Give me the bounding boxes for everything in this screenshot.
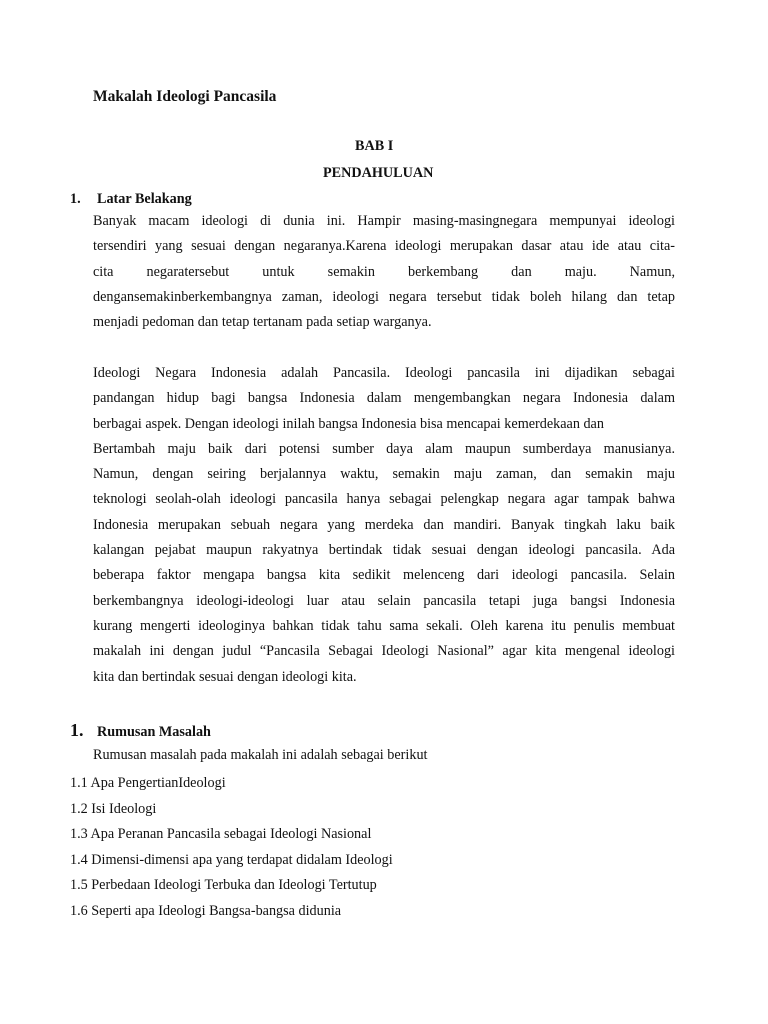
paragraph-line: pandangan hidup bagi bangsa Indonesia dalam mengembangkan negara Indonesia dalam: [93, 390, 675, 407]
paragraph-line: makalah ini dengan judul “Pancasila Sebagai Ideologi Nasional” agar kita mengenal ideologi: [93, 643, 675, 660]
paragraph-line: kalangan pejabat maupun rakyatnya bertindak tidak sesuai dengan ideologi pancasila. Ada: [93, 542, 675, 559]
paragraph-line: Bertambah maju baik dari potensi sumber daya alam maupun sumberdaya manusianya.: [93, 440, 675, 457]
list-item: 1.5 Perbedaan Ideologi Terbuka dan Ideologi Tertutup: [70, 877, 377, 894]
paragraph-line: tersendiri yang sesuai dengan negaranya.Karena ideologi merupakan dasar atau ide atau cita-: [93, 238, 675, 255]
paragraph-line: menjadi pedoman dan tetap tertanam pada setiap warganya.: [93, 314, 432, 331]
paragraph-line: berbagai aspek. Dengan ideologi inilah bangsa Indonesia bisa mencapai kemerdekaan dan: [93, 415, 604, 432]
section-number: 1.: [70, 191, 81, 207]
paragraph-line: Namun, dengan seiring berjalannya waktu, semakin maju zaman, dan semakin maju: [93, 466, 675, 483]
section-heading-rumusan-masalah: [70, 720, 211, 741]
chapter-title-text: PENDAHULUAN: [323, 165, 434, 181]
paragraph-line: kurang mengerti ideologinya bahkan tidak tahu sama sekali. Oleh karena itu penulis membuat: [93, 617, 675, 634]
paragraph-line: Ideologi Negara Indonesia adalah Pancasila. Ideologi pancasila ini dijadikan sebagai: [93, 365, 675, 381]
section-number: 1.: [70, 720, 84, 740]
paragraph-line: cita negaratersebut untuk semakin berkembang dan maju. Namun,: [93, 263, 675, 280]
section-heading-latar-belakang: [70, 191, 192, 208]
document-title: Makalah Ideologi Pancasila: [93, 88, 277, 105]
section-heading-text: Latar Belakang: [97, 191, 192, 207]
paragraph-line: Banyak macam ideologi di dunia ini. Hampir masing-masingnegara mempunyai ideologi: [93, 213, 675, 229]
section-heading-text: Rumusan Masalah: [97, 724, 211, 740]
paragraph-line: teknologi seolah-olah ideologi pancasila hanya sebagai pelengkap negara agar tampak bahwa: [93, 491, 675, 508]
paragraph-line: beberapa faktor mengapa bangsa kita sedikit melenceng dari ideologi pancasila. Selain: [93, 567, 675, 584]
paragraph-2: [93, 361, 675, 690]
list-item: 1.1 Apa PengertianIdeologi: [70, 775, 226, 791]
list-item: 1.3 Apa Peranan Pancasila sebagai Ideologi Nasional: [70, 826, 372, 843]
list-item: 1.4 Dimensi-dimensi apa yang terdapat didalam Ideologi: [70, 851, 393, 868]
paragraph-line: dengansemakinberkembangnya zaman, ideologi negara tersebut tidak boleh hilang dan tetap: [93, 288, 675, 305]
list-item: 1.2 Isi Ideologi: [70, 800, 157, 817]
list-item: 1.6 Seperti apa Ideologi Bangsa-bangsa didunia: [70, 902, 342, 919]
paragraph-line: Indonesia merupakan sebuah negara yang merdeka dan mandiri. Banyak tingkah laku baik: [93, 516, 675, 533]
chapter-number-text: BAB I: [355, 138, 394, 154]
paragraph-1: [93, 209, 675, 335]
list-intro: Rumusan masalah pada makalah ini adalah sebagai berikut: [93, 747, 428, 763]
paragraph-line: kita dan bertindak sesuai dengan ideologi kita.: [93, 668, 357, 685]
problem-list: [70, 771, 393, 925]
paragraph-line: berkembangnya ideologi-ideologi luar atau selain pancasila tetapi juga bangsi Indonesia: [93, 592, 675, 609]
